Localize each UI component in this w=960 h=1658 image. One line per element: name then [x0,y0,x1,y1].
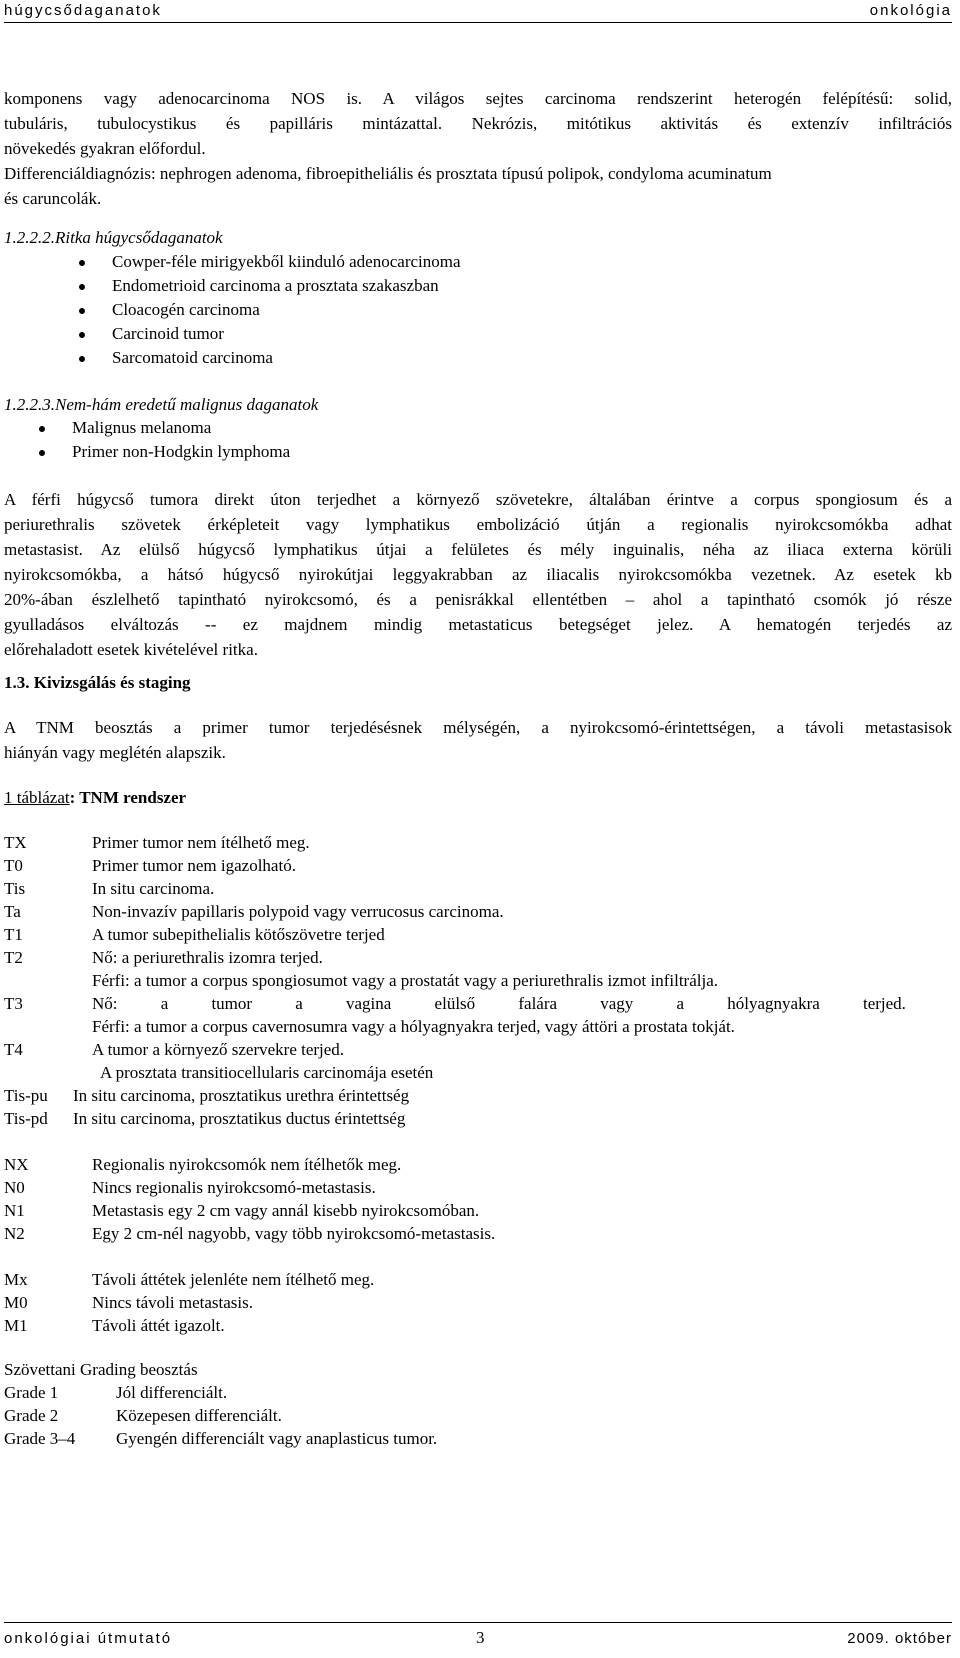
spread-line: metastasist. Az elülső húgycső lymphatikus útjai a felületes és mély inguinalis, néha az iliaca externa körüli [4,540,952,559]
tnm-code: Tis-pu [4,1086,48,1105]
page-number: 3 [476,1628,485,1647]
grade-code: Grade 3–4 [4,1429,76,1448]
spread-line: A férfi húgycső tumora direkt úton terjedhet a környező szövetekre, általában érintve a corpus spongiosum és a [4,490,952,509]
footer-left: onkológiai útmutató [4,1630,173,1647]
tnm-code: N2 [4,1224,25,1243]
spread-line: nyirokcsomókba, a hátsó húgycső nyirokútjai leggyakrabban az iliacalis nyirokcsomókba vezetnek. Az esetek kb [4,565,952,584]
tnm-code: T1 [4,925,23,944]
tnm-code: Tis-pd [4,1109,48,1128]
prostate-note: A prosztata transitiocellularis carcinomája esetén [100,1063,434,1082]
tnm-intro-line: A TNM beosztás a primer tumor terjedésésnek mélységén, a nyirokcsomó-érintettségen, a távoli metastasisok [4,718,952,737]
tnm-code: M0 [4,1293,28,1312]
grade-code: Grade 2 [4,1406,59,1425]
tnm-desc: Non-invazív papillaris polypoid vagy verrucosus carcinoma. [92,902,504,921]
tnm-desc: Regionalis nyirokcsomók nem ítélhetők meg. [92,1155,402,1174]
section-13-title: 1.3. Kivizsgálás és staging [4,673,191,692]
bullet-icon [39,426,45,432]
list-item: Malignus melanoma [72,416,211,440]
tnm-code: T4 [4,1040,23,1059]
tnm-desc: Primer tumor nem igazolható. [92,856,296,875]
tnm-code: M1 [4,1316,28,1335]
tnm-desc: Nő: a periurethralis izomra terjed. [92,948,323,967]
spread-line: 20%-ában észlelhető tapintható nyirokcsomó, és a penisrákkal ellentétben – ahol a tapintható csomók jó része [4,590,952,609]
tnm-desc: Férfi: a tumor a corpus spongiosumot vagy a prostatát vagy a periurethralis izmot infiltrálja. [92,971,719,990]
tnm-desc: A tumor subepithelialis kötőszövetre terjed [92,925,385,944]
tnm-desc-word: vagy [600,994,634,1013]
intro-line-3: növekedés gyakran előfordul. [4,139,206,158]
tnm-desc: In situ carcinoma. [92,879,215,898]
list-item: Cowper-féle mirigyekből kiinduló adenocarcinoma [112,250,461,274]
spread-line: periurethralis szövetek érképleteit vagy lymphatikus embolizáció útján a regionalis nyirokcsomókba adhat [4,515,952,534]
tnm-code: NX [4,1155,29,1174]
tnm-desc-word: vagina [346,994,392,1013]
tnm-desc-word: terjed. [862,994,906,1013]
tnm-intro-paragraph [4,715,952,765]
bullet-icon [79,332,85,338]
tnm-code: T3 [4,994,23,1013]
tnm-code: T0 [4,856,23,875]
tnm-desc-word: Nő: [92,994,118,1013]
tnm-desc: In situ carcinoma, prosztatikus urethra érintettség [73,1086,410,1105]
tnm-desc-word: a [295,994,303,1013]
grade-code: Grade 1 [4,1383,59,1402]
header-right: onkológia [869,2,952,19]
intro-paragraph [4,86,952,211]
bullet-icon [39,450,45,456]
bullet-icon [79,284,85,290]
intro-line-1: komponens vagy adenocarcinoma NOS is. A világos sejtes carcinoma rendszerint heterogén felépítésű: solid, [4,89,952,108]
bullet-icon [79,308,85,314]
section-1222-title: 1.2.2.2.Ritka húgycsődaganatok [4,228,223,247]
tnm-intro-line: hiányán vagy meglétén alapszik. [4,743,226,762]
tnm-code: Ta [4,902,21,921]
tnm-desc: Primer tumor nem ítélhető meg. [92,833,310,852]
tnm-code: Tis [4,879,26,898]
spread-paragraph [4,487,952,662]
tnm-desc-word: falára [518,994,558,1013]
table-caption [4,785,952,810]
list-item: Endometrioid carcinoma a prosztata szakaszban [112,274,439,298]
tnm-code: TX [4,833,27,852]
spread-line: előrehaladott esetek kivételével ritka. [4,640,258,659]
tnm-code: T2 [4,948,23,967]
list-item: Carcinoid tumor [112,322,224,346]
grade-desc: Közepesen differenciált. [116,1406,282,1425]
bullet-icon [79,260,85,266]
tnm-desc-t3-female [92,992,906,1016]
tnm-desc-word: hólyagnyakra [727,994,820,1013]
tnm-desc-word: a [676,994,685,1013]
tnm-code: N1 [4,1201,25,1220]
intro-line-2: tubuláris, tubulocystikus és papilláris mintázattal. Nekrózis, mitótikus aktivitás és extenzív infiltrációs [4,114,952,133]
header-rule [4,22,952,23]
tnm-desc: Távoli áttétek jelenléte nem ítélhető meg. [92,1270,375,1289]
header-left: húgycsődaganatok [4,2,162,19]
section-1223-title: 1.2.2.3.Nem-hám eredetű malignus daganatok [4,395,319,414]
tnm-desc-word: tumor [211,994,253,1013]
page-header [0,0,960,26]
tnm-desc-word: a [160,994,169,1013]
tnm-desc: Egy 2 cm-nél nagyobb, vagy több nyirokcsomó-metastasis. [92,1224,496,1243]
tnm-code: N0 [4,1178,25,1197]
list-item: Sarcomatoid carcinoma [112,346,273,370]
spread-line: gyulladásos elváltozás -- ez majdnem mindig metastaticus betegséget jelez. A hematogén terjedés az [4,615,952,634]
tnm-desc: A tumor a környező szervekre terjed. [92,1040,345,1059]
tnm-desc: Metastasis egy 2 cm vagy annál kisebb nyirokcsomóban. [92,1201,480,1220]
tnm-desc: In situ carcinoma, prosztatikus ductus érintettség [73,1109,406,1128]
footer-rule [4,1622,952,1623]
grade-desc: Jól differenciált. [116,1383,228,1402]
tnm-desc: Távoli áttét igazolt. [92,1316,225,1335]
grading-title: Szövettani Grading beosztás [4,1360,198,1379]
table-caption-link[interactable]: 1 táblázat [4,788,70,807]
tnm-code: Mx [4,1270,28,1289]
footer-right: 2009. október [847,1630,952,1647]
tnm-desc: Nincs távoli metastasis. [92,1293,254,1312]
list-item: Cloacogén carcinoma [112,298,260,322]
intro-line-4: Differenciáldiagnózis: nephrogen adenoma, fibroepitheliális és prosztata típusú polipok, condyloma acuminatum [4,164,772,183]
bullet-icon [79,356,85,362]
tnm-desc-word: elülső [434,994,476,1013]
tnm-desc: Nincs regionalis nyirokcsomó-metastasis. [92,1178,376,1197]
table-caption-text: : TNM rendszer [69,788,187,807]
tnm-desc: Férfi: a tumor a corpus cavernosumra vagy a hólyagnyakra terjed, vagy áttöri a prostata tokját. [92,1017,735,1036]
list-item: Primer non-Hodgkin lymphoma [72,440,290,464]
intro-line-5: és caruncolák. [4,189,102,208]
grade-desc: Gyengén differenciált vagy anaplasticus tumor. [116,1429,438,1448]
